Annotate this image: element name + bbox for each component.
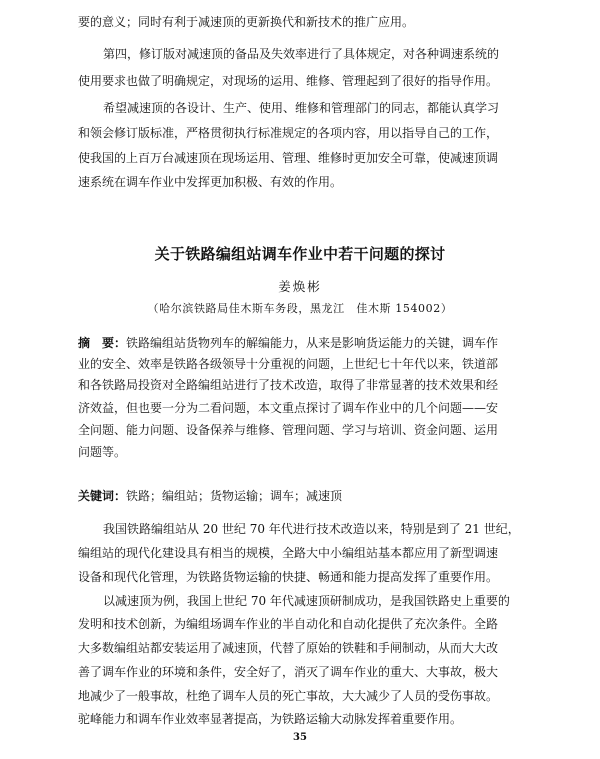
abstract-line: 业的安全、效率是铁路各级领导十分重视的问题，上世纪七十年代以来，铁道部: [78, 357, 499, 371]
intro-line: 第四，修订版对减速顶的备品及失效率进行了具体规定，对各种调速系统的: [103, 47, 500, 61]
abstract-line: 济效益，但也要一分为二看问题，本文重点探讨了调车作业中的几个问题——安: [78, 401, 499, 415]
intro-line: 和领会修订版标准，严格贯彻执行标准规定的各项内容，用以指导自己的工作，: [78, 126, 499, 140]
page-number: 35: [293, 732, 307, 743]
abstract-line: 问题等。: [78, 445, 127, 459]
body-line: 编组站的现代化建设具有相当的规模，全路大中小编组站基本都应用了新型调速: [78, 546, 499, 560]
body-line: 大多数编组站都安装运用了减速顶，代替了原始的铁鞋和手闸制动，从而大大改: [78, 641, 499, 655]
abstract-label: 摘 要：: [78, 336, 127, 350]
intro-line: 使用要求也做了明确规定，对现场的运用、维修、管理起到了很好的指导作用。: [78, 74, 499, 88]
body-line: 以减速顶为例，我国上世纪 70 年代减速顶研制成功，是我国铁路史上重要的: [103, 594, 510, 608]
intro-line: 希望减速顶的各设计、生产、使用、维修和管理部门的同志，都能认真学习: [103, 101, 500, 115]
body-line: 善了调车作业的环境和条件，安全好了，消灭了调车作业的重大、大事故，极大: [78, 665, 499, 679]
body-line: 我国铁路编组站从 20 世纪 70 年代进行技术改造以来，特别是到了 21 世纪，: [103, 522, 520, 536]
keywords-label: 关键词：: [78, 489, 127, 503]
abstract-line: 铁路编组站货物列车的解编能力，从来是影响货运能力的关键，调车作: [126, 336, 499, 350]
body-line: 发明和技术创新，为编组场调车作业的半自动化和自动化提供了充次条件。全路: [78, 617, 499, 631]
keywords-list: 铁路；编组站；货物运输；调车；减速顶: [126, 489, 343, 503]
body-line: 设备和现代化管理，为铁路货物运输的快捷、畅通和能力提高发挥了重要作用。: [78, 570, 499, 584]
keywords: [78, 488, 342, 504]
intro-line: 要的意义；同时有利于减速顶的更新换代和新技术的推广应用。: [78, 15, 415, 29]
abstract-line: 全问题、能力问题、设备保养与维修、管理问题、学习与培训、资金问题、运用: [78, 423, 499, 437]
article-title: 关于铁路编组站调车作业中若干问题的探讨: [154, 245, 446, 263]
article-author: 姜焕彬: [278, 279, 322, 294]
intro-line: 使我国的上百万台减速顶在现场运用、管理、维修时更加安全可靠，使减速顶调: [78, 151, 499, 165]
body-line: 驼峰能力和调车作业效率显著提高，为铁路运输大动脉发挥着重要作用。: [78, 712, 463, 726]
article-affiliation: （哈尔滨铁路局佳木斯车务段，黑龙江 佳木斯 154002）: [147, 302, 453, 315]
intro-line: 速系统在调车作业中发挥更加积极、有效的作用。: [78, 175, 343, 189]
body-line: 地减少了一般事故，杜绝了调车人员的死亡事故，大大减少了人员的受伤事故。: [78, 689, 499, 703]
abstract-line: 和各铁路局投资对全路编组站进行了技术改造，取得了非常显著的技术效果和经: [78, 378, 499, 392]
